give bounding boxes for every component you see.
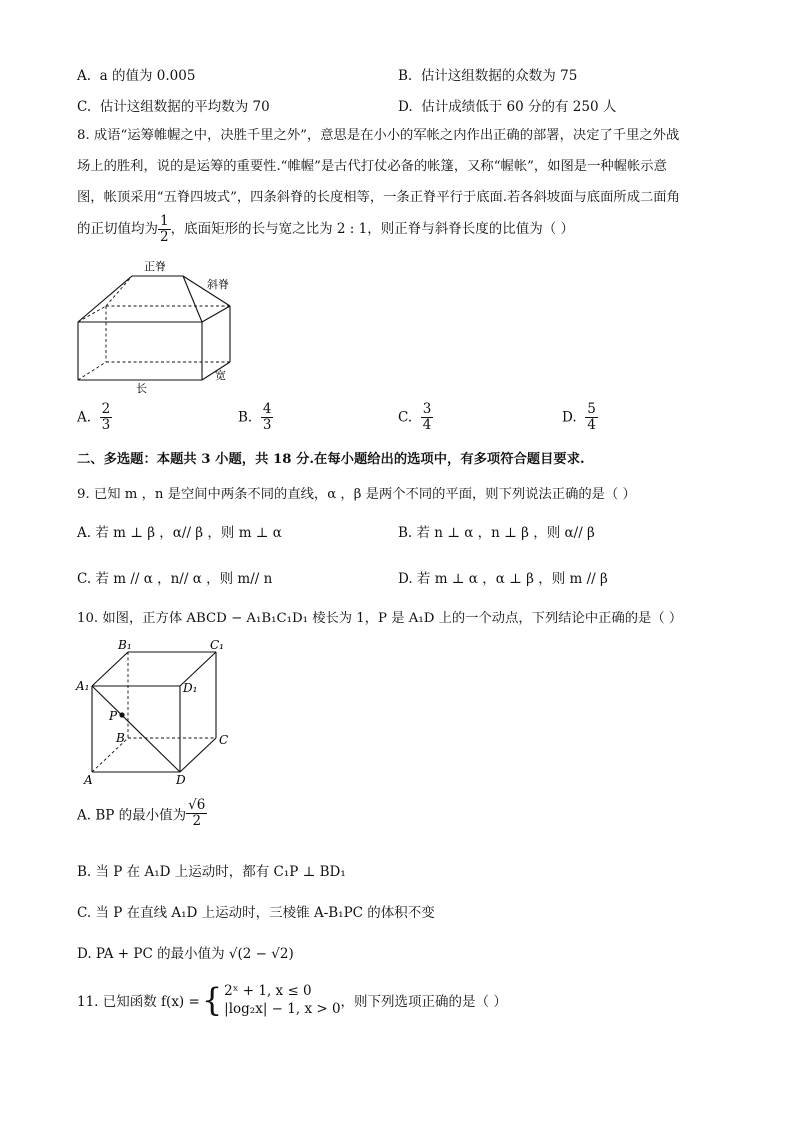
- q8-tent-figure: [70, 258, 250, 394]
- q8-option-a-fraction: [100, 402, 113, 433]
- q8-line-4-end: ，底面矩形的长与宽之比为 2 : 1，则正脊与斜脊长度的比值为（ ）: [170, 221, 574, 237]
- q11-stem-start: 11. 已知函数 f(x) =: [77, 994, 200, 1010]
- q8-fraction-numerator: 1: [160, 213, 169, 229]
- q10-option-a-numerator: √6: [188, 797, 206, 813]
- fig-label-main-ridge: 正脊: [144, 260, 166, 273]
- tent-hidden-base-left: [78, 362, 106, 380]
- q9-option-b: B. 若 n ⊥ α ，n ⊥ β ，则 α// β: [398, 525, 595, 541]
- q7-option-a-label: A.: [77, 68, 92, 84]
- q10-option-a: [77, 798, 207, 829]
- q8-option-c-denominator: 4: [422, 417, 432, 433]
- q7-option-d-label: D.: [398, 99, 413, 115]
- q8-line-4-start: 的正切值均为: [77, 221, 158, 237]
- q8-line-1: 8. 成语“运筹帷幄之中，决胜千里之外”，意思是在小小的军帐之内作出正确的部署，决定了千里之外战: [77, 128, 680, 143]
- fig-label-c: C: [219, 733, 229, 747]
- q8-line-3: 图，帐顶采用“五脊四坡式”，四条斜脊的长度相等，一条正脊平行于底面.若各斜坡面与底面所成二面角: [77, 190, 680, 205]
- cube-edge-a1-b1: [92, 652, 128, 686]
- q8-option-d-denominator: 4: [587, 417, 596, 433]
- q8-option-a: [77, 402, 112, 433]
- q10-option-a-denominator: 2: [192, 813, 202, 829]
- q8-tangent-fraction: [158, 214, 171, 245]
- q10-cube-figure: [70, 634, 250, 792]
- cube-point-p: [119, 712, 124, 717]
- fig-label-b: B: [116, 731, 125, 745]
- q7-option-b-text: 估计这组数据的众数为 75: [420, 68, 578, 84]
- q11-stem: [77, 982, 507, 1018]
- tent-side-top-edge: [202, 306, 230, 322]
- q9-stem: 9. 已知 m ，n 是空间中两条不同的直线，α ，β 是两个不同的平面，则下列说法正确的是（ ）: [77, 487, 636, 502]
- q10-option-d: D. PA + PC 的最小值为 √(2 − √2): [77, 946, 294, 962]
- q8-option-b-denominator: 3: [262, 417, 272, 433]
- tent-hidden-slant-ridge: [106, 276, 132, 306]
- tent-slant-ridge-front-left: [78, 276, 132, 322]
- q8-option-c-fraction: [421, 402, 434, 433]
- q11-piecewise-cases: [224, 982, 340, 1018]
- section-2-title: 二、多选题：本题共 3 小题，共 18 分.在每小题给出的选项中，有多项符合题目要求.: [77, 452, 585, 467]
- q9-option-d: D. 若 m ⊥ α ，α ⊥ β ，则 m // β: [398, 571, 608, 587]
- q8-option-d: [562, 402, 598, 433]
- fig-label-length: 长: [136, 382, 147, 394]
- fig-label-a: A: [84, 773, 93, 787]
- q8-option-c: [398, 402, 433, 433]
- q8-line-2: 场上的胜利，说的是运筹的重要性.“帷幄”是古代打仗必备的帐篷，又称“幄帐”，如图是一种幄帐示意: [77, 159, 667, 174]
- q8-option-b-label: B.: [238, 409, 253, 426]
- q7-option-c-text: 估计这组数据的平均数为 70: [99, 99, 270, 115]
- q7-option-a: [77, 64, 195, 84]
- fig-label-d1: D₁: [183, 681, 198, 695]
- q10-option-c: C. 当 P 在直线 A₁D 上运动时，三棱锥 A-B₁PC 的体积不变: [77, 905, 435, 921]
- q11-case-2: |log₂x| − 1, x > 0: [224, 1001, 341, 1017]
- q8-option-c-numerator: 3: [422, 401, 432, 417]
- q7-option-b: [398, 64, 577, 84]
- q8-option-d-fraction: [585, 402, 598, 433]
- q10-option-a-text: A. BP 的最小值为: [77, 807, 187, 824]
- fig-label-a1: A₁: [76, 679, 90, 693]
- q9-option-c: C. 若 m // α ，n// α ，则 m// n: [77, 571, 273, 587]
- q8-option-b-numerator: 4: [262, 401, 272, 417]
- q10-stem: 10. 如图，正方体 ABCD − A₁B₁C₁D₁ 棱长为 1，P 是 A₁D 上的一个动点，下列结论中正确的是（ ）: [77, 611, 683, 626]
- fig-label-c1: C₁: [210, 638, 224, 652]
- tent-hidden-side-top: [78, 306, 106, 322]
- q11-brace: {: [201, 981, 223, 1019]
- fig-label-p: P: [109, 709, 118, 723]
- q7-option-a-text: a 的值为 0.005: [99, 68, 196, 84]
- q8-option-a-numerator: 2: [101, 401, 111, 417]
- q7-option-d: [398, 95, 616, 115]
- cube-edge-d-c: [180, 738, 216, 772]
- q9-option-a: A. 若 m ⊥ β ，α// β ，则 m ⊥ α: [77, 525, 282, 541]
- fig-label-d: D: [176, 773, 186, 787]
- q11-case-1: 2ˣ + 1, x ≤ 0: [224, 983, 312, 999]
- q10-option-a-fraction: [186, 798, 207, 829]
- q8-option-b-fraction: [261, 402, 274, 433]
- q8-option-a-label: A.: [77, 409, 92, 426]
- q8-fraction-denominator: 2: [160, 229, 169, 245]
- q8-option-d-label: D.: [562, 409, 577, 426]
- q7-option-c: [77, 95, 270, 115]
- fig-label-width: 宽: [215, 369, 226, 382]
- fig-label-slant-ridge: 斜脊: [207, 278, 229, 291]
- q8-option-b: [238, 402, 273, 433]
- tent-slant-ridge-front-right: [183, 276, 202, 322]
- q10-option-b: B. 当 P 在 A₁D 上运动时，都有 C₁P ⊥ BD₁: [77, 864, 346, 880]
- q7-option-b-label: B.: [398, 68, 413, 84]
- q11-stem-end: ，则下列选项正确的是（ ）: [340, 994, 507, 1010]
- q7-option-c-label: C.: [77, 99, 92, 115]
- q8-line-4: [77, 214, 574, 245]
- q8-option-c-label: C.: [398, 409, 413, 426]
- q8-option-d-numerator: 5: [587, 401, 596, 417]
- q7-option-d-text: 估计成绩低于 60 分的有 250 人: [421, 99, 617, 115]
- fig-label-b1: B₁: [118, 638, 132, 652]
- q8-option-a-denominator: 3: [101, 417, 111, 433]
